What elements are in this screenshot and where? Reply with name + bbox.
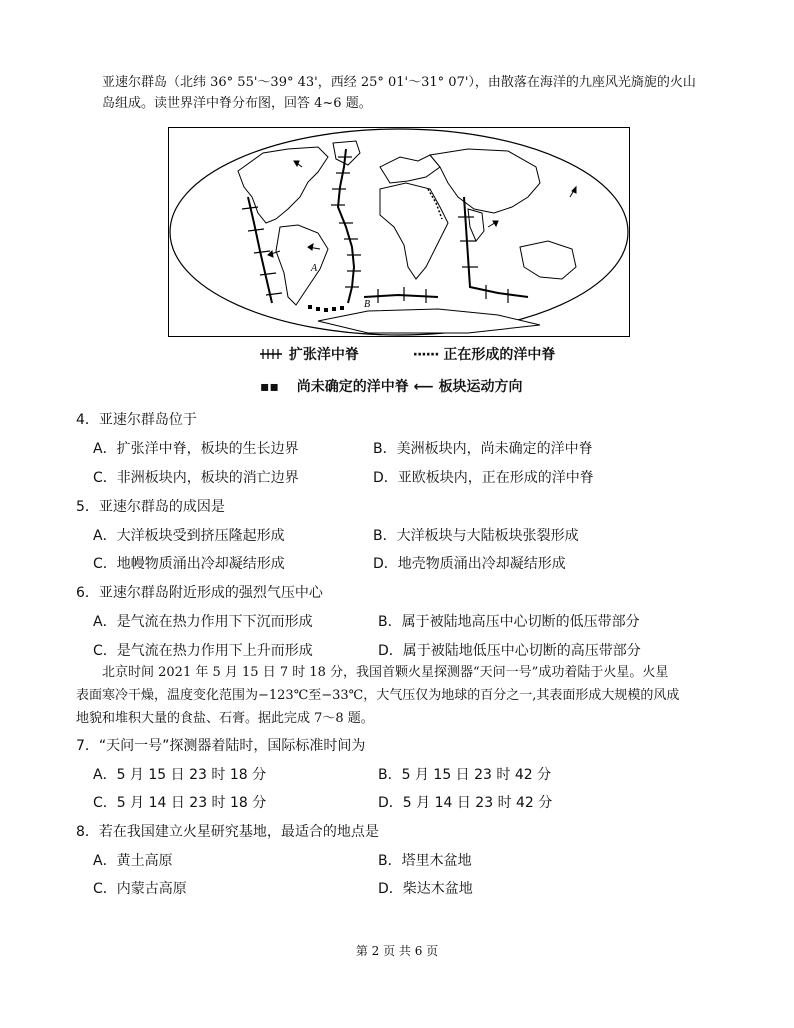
intro-paragraph	[102, 72, 722, 114]
legend-plate-motion: 板块运动方向	[438, 379, 523, 395]
mars-passage-line-2: 表面寒冷干燥，温度变化范围为−123℃至−33℃，大气压仅为地球的百分之一,其表面形成大规模的风成	[76, 688, 680, 703]
forming-ridge-symbol-icon: ······	[412, 347, 439, 363]
question-7-option-a[interactable]: A．5 月 15 日 23 时 18 分	[93, 767, 267, 783]
mars-passage	[76, 661, 726, 730]
legend-forming-ridge: 正在形成的洋中脊	[443, 347, 556, 363]
question-5-option-c[interactable]: C．地幔物质涌出冷却凝结形成	[93, 556, 285, 572]
world-ridge-map	[168, 127, 630, 337]
question-5-option-a[interactable]: A．大洋板块受到挤压隆起形成	[93, 528, 285, 544]
map-legend-row-1	[258, 344, 555, 364]
page-footer: 第 2 页 共 6 页	[355, 944, 439, 958]
legend-undetermined-ridge: 尚未确定的洋中脊	[296, 379, 409, 395]
question-5-option-b[interactable]: B．大洋板块与大陆板块张裂形成	[373, 528, 579, 544]
question-4-stem: 4．亚速尔群岛位于	[76, 412, 197, 428]
question-8-option-c[interactable]: C．内蒙古高原	[93, 881, 187, 897]
question-4-option-d[interactable]: D．亚欧板块内，正在形成的洋中脊	[373, 470, 594, 486]
plate-motion-arrow-icon: ⟵	[413, 379, 434, 395]
mars-passage-line-1: 北京时间 2021 年 5 月 15 日 7 时 18 分，我国首颗火星探测器“天问一号”成功着陆于火星。火星	[102, 665, 669, 680]
question-6-option-a[interactable]: A．是气流在热力作用下下沉而形成	[93, 614, 313, 630]
question-8-stem: 8．若在我国建立火星研究基地，最适合的地点是	[76, 824, 379, 840]
map-legend-row-2	[260, 376, 523, 396]
question-6-option-d[interactable]: D．属于被陆地低压中心切断的高压带部分	[378, 643, 641, 659]
question-6-option-c[interactable]: C．是气流在热力作用下上升而形成	[93, 643, 313, 659]
question-5-stem: 5．亚速尔群岛的成因是	[76, 499, 225, 515]
intro-line-1: 亚速尔群岛（北纬 36° 55'～39° 43'，西经 25° 01'～31° 07'），由散落在海洋的九座风光旖旎的火山	[102, 75, 696, 90]
question-8-option-d[interactable]: D．柴达木盆地	[378, 881, 473, 897]
map-label-A: A	[311, 263, 318, 274]
question-8-option-b[interactable]: B．塔里木盆地	[378, 853, 472, 869]
question-4-option-a[interactable]: A．扩张洋中脊，板块的生长边界	[93, 441, 299, 457]
question-5-option-d[interactable]: D．地壳物质涌出冷却凝结形成	[373, 556, 566, 572]
spreading-ridge-symbol-icon	[258, 347, 284, 361]
question-7-option-c[interactable]: C．5 月 14 日 23 时 18 分	[93, 795, 267, 811]
question-7-option-b[interactable]: B．5 月 15 日 23 时 42 分	[378, 767, 552, 783]
legend-spreading-ridge: 扩张洋中脊	[288, 347, 359, 363]
question-8-option-a[interactable]: A．黄土高原	[93, 853, 173, 869]
question-4-option-b[interactable]: B．美洲板块内，尚未确定的洋中脊	[373, 441, 593, 457]
map-label-B: B	[364, 299, 371, 310]
question-7-option-d[interactable]: D．5 月 14 日 23 时 42 分	[378, 795, 553, 811]
question-4-option-c[interactable]: C．非洲板块内，板块的消亡边界	[93, 470, 299, 486]
undetermined-ridge-symbol-icon: ▪▪	[260, 379, 279, 395]
intro-line-2: 岛组成。读世界洋中脊分布图，回答 4~6 题。	[102, 96, 372, 111]
mars-passage-line-3: 地貌和堆积大量的食盐、石膏。据此完成 7～8 题。	[76, 711, 374, 726]
question-6-stem: 6．亚速尔群岛附近形成的强烈气压中心	[76, 585, 323, 601]
question-6-option-b[interactable]: B．属于被陆地高压中心切断的低压带部分	[378, 614, 640, 630]
question-7-stem: 7．“天问一号”探测器着陆时，国际标准时间为	[76, 738, 366, 754]
